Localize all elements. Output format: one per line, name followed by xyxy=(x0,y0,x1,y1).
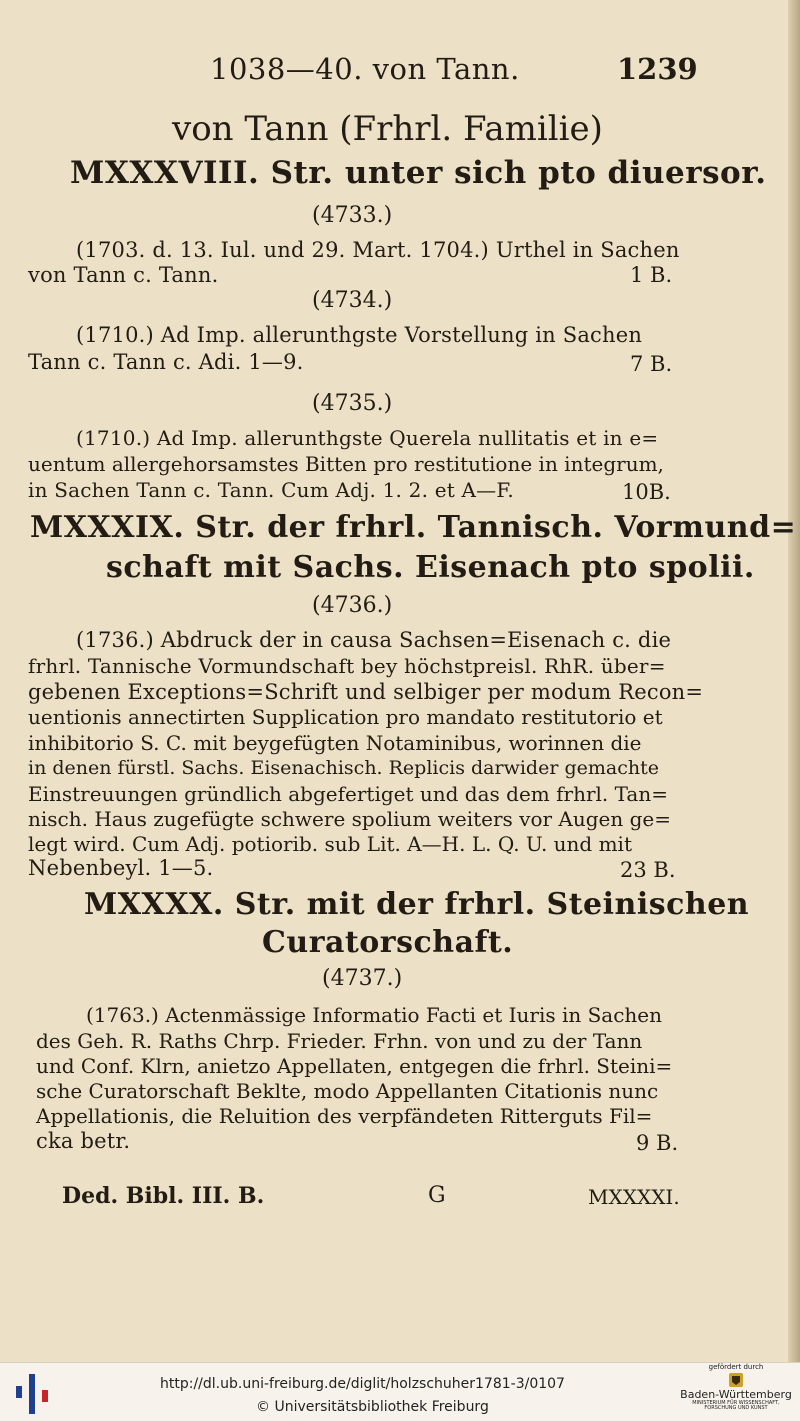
entry-4736-line-10: Nebenbeyl. 1—5. xyxy=(28,856,214,880)
entry-4737-line-2: des Geh. R. Raths Chrp. Frieder. Frhn. von und zu der Tann xyxy=(36,1029,643,1053)
entry-number-4733: (4733.) xyxy=(312,203,393,228)
entry-4736-line-3: gebenen Exceptions=Schrift und selbiger per modum Recon= xyxy=(28,680,704,704)
entry-4737-volumes: 9 B. xyxy=(636,1131,679,1155)
sponsor-logo xyxy=(676,1364,796,1418)
section-title-1040-line-1: MXXXX. Str. mit der frhrl. Steinischen xyxy=(84,887,750,922)
entry-4736-line-4: uentionis annectirten Supplication pro mandato restitutorio et xyxy=(28,705,663,729)
entry-4734-line-2: Tann c. Tann c. Adi. 1—9. xyxy=(28,350,304,374)
entry-4736-line-9: legt wird. Cum Adj. potiorib. sub Lit. A—H. L. Q. U. und mit xyxy=(28,832,632,856)
entry-4737-line-3: und Conf. Klrn, anietzo Appellaten, entgegen die frhrl. Steini= xyxy=(36,1054,673,1078)
running-head-left: 1038—40. von Tann. xyxy=(210,52,520,86)
section-title-1039-line-2: schaft mit Sachs. Eisenach pto spolii. xyxy=(106,550,755,585)
sponsor-subtitle: MINISTERIUM FÜR WISSENSCHAFT, FORSCHUNG UND KUNST xyxy=(692,1400,780,1412)
entry-4735-line-1: (1710.) Ad Imp. allerunthgste Querela nullitatis et in e= xyxy=(76,426,659,450)
entry-number-4735: (4735.) xyxy=(312,391,393,416)
entry-4734-volumes: 7 B. xyxy=(630,352,673,376)
section-title-1039-line-1: MXXXIX. Str. der frhrl. Tannisch. Vormund= xyxy=(30,510,797,545)
entry-4737-line-6: cka betr. xyxy=(36,1129,131,1153)
entry-4736-line-6: in denen fürstl. Sachs. Eisenachisch. Replicis darwider gemachte xyxy=(28,757,659,779)
entry-4736-line-8: nisch. Haus zugefügte schwere spolium weiters vor Augen ge= xyxy=(28,807,671,831)
entry-4736-line-5: inhibitorio S. C. mit beygefügten Notaminibus, worinnen die xyxy=(28,731,642,755)
entry-number-4737: (4737.) xyxy=(322,966,403,991)
entry-4733-line-1: (1703. d. 13. Iul. und 29. Mart. 1704.) Urthel in Sachen xyxy=(76,238,680,262)
entry-4736-line-7: Einstreuungen gründlich abgefertiget und das dem frhrl. Tan= xyxy=(28,782,668,806)
entry-4735-line-3: in Sachen Tann c. Tann. Cum Adj. 1. 2. et A—F. xyxy=(28,478,514,502)
entry-4734-line-1: (1710.) Ad Imp. allerunthgste Vorstellung in Sachen xyxy=(76,323,643,347)
page-footer-gathering: G xyxy=(428,1183,446,1208)
entry-4735-volumes: 10B. xyxy=(622,480,671,504)
entry-4737-line-5: Appellationis, die Reluition des verpfändeten Ritterguts Fil= xyxy=(36,1104,653,1128)
entry-number-4736: (4736.) xyxy=(312,593,393,618)
entry-4733-line-2: von Tann c. Tann. xyxy=(28,263,219,287)
section-title-1040-line-2: Curatorschaft. xyxy=(262,925,514,960)
family-title: von Tann (Frhrl. Familie) xyxy=(172,109,603,149)
crest-icon xyxy=(725,1372,747,1388)
entry-4736-line-1: (1736.) Abdruck der in causa Sachsen=Eisenach c. die xyxy=(76,628,672,652)
entry-4736-line-2: frhrl. Tannische Vormundschaft bey höchstpreisl. RhR. über= xyxy=(28,654,666,678)
page-edge-shadow xyxy=(788,0,800,1362)
section-title-1038: MXXXVIII. Str. unter sich pto diuersor. xyxy=(70,155,767,191)
entry-4737-line-1: (1763.) Actenmässige Informatio Facti et Iuris in Sachen xyxy=(86,1003,663,1027)
entry-4735-line-2: uentum allergehorsamstes Bitten pro restitutione in integrum, xyxy=(28,452,664,476)
sponsor-label: gefördert durch xyxy=(708,1363,764,1371)
sponsor-name: Baden-Württemberg xyxy=(680,1388,792,1401)
entry-4736-volumes: 23 B. xyxy=(620,858,676,882)
entry-number-4734: (4734.) xyxy=(312,288,393,313)
page-footer-signature: Ded. Bibl. III. B. xyxy=(62,1183,265,1209)
entry-4737-line-4: sche Curatorschaft Beklte, modo Appellanten Citationis nunc xyxy=(36,1079,659,1103)
copyright-text: © Universitätsbibliothek Freiburg xyxy=(256,1399,489,1415)
library-logo-icon xyxy=(10,1372,54,1416)
page-number: 1239 xyxy=(617,52,698,86)
permalink-url[interactable]: http://dl.ub.uni-freiburg.de/diglit/holzschuher1781-3/0107 xyxy=(160,1376,565,1392)
page-footer-catchword: MXXXXI. xyxy=(588,1185,680,1209)
entry-4733-volumes: 1 B. xyxy=(630,263,673,287)
